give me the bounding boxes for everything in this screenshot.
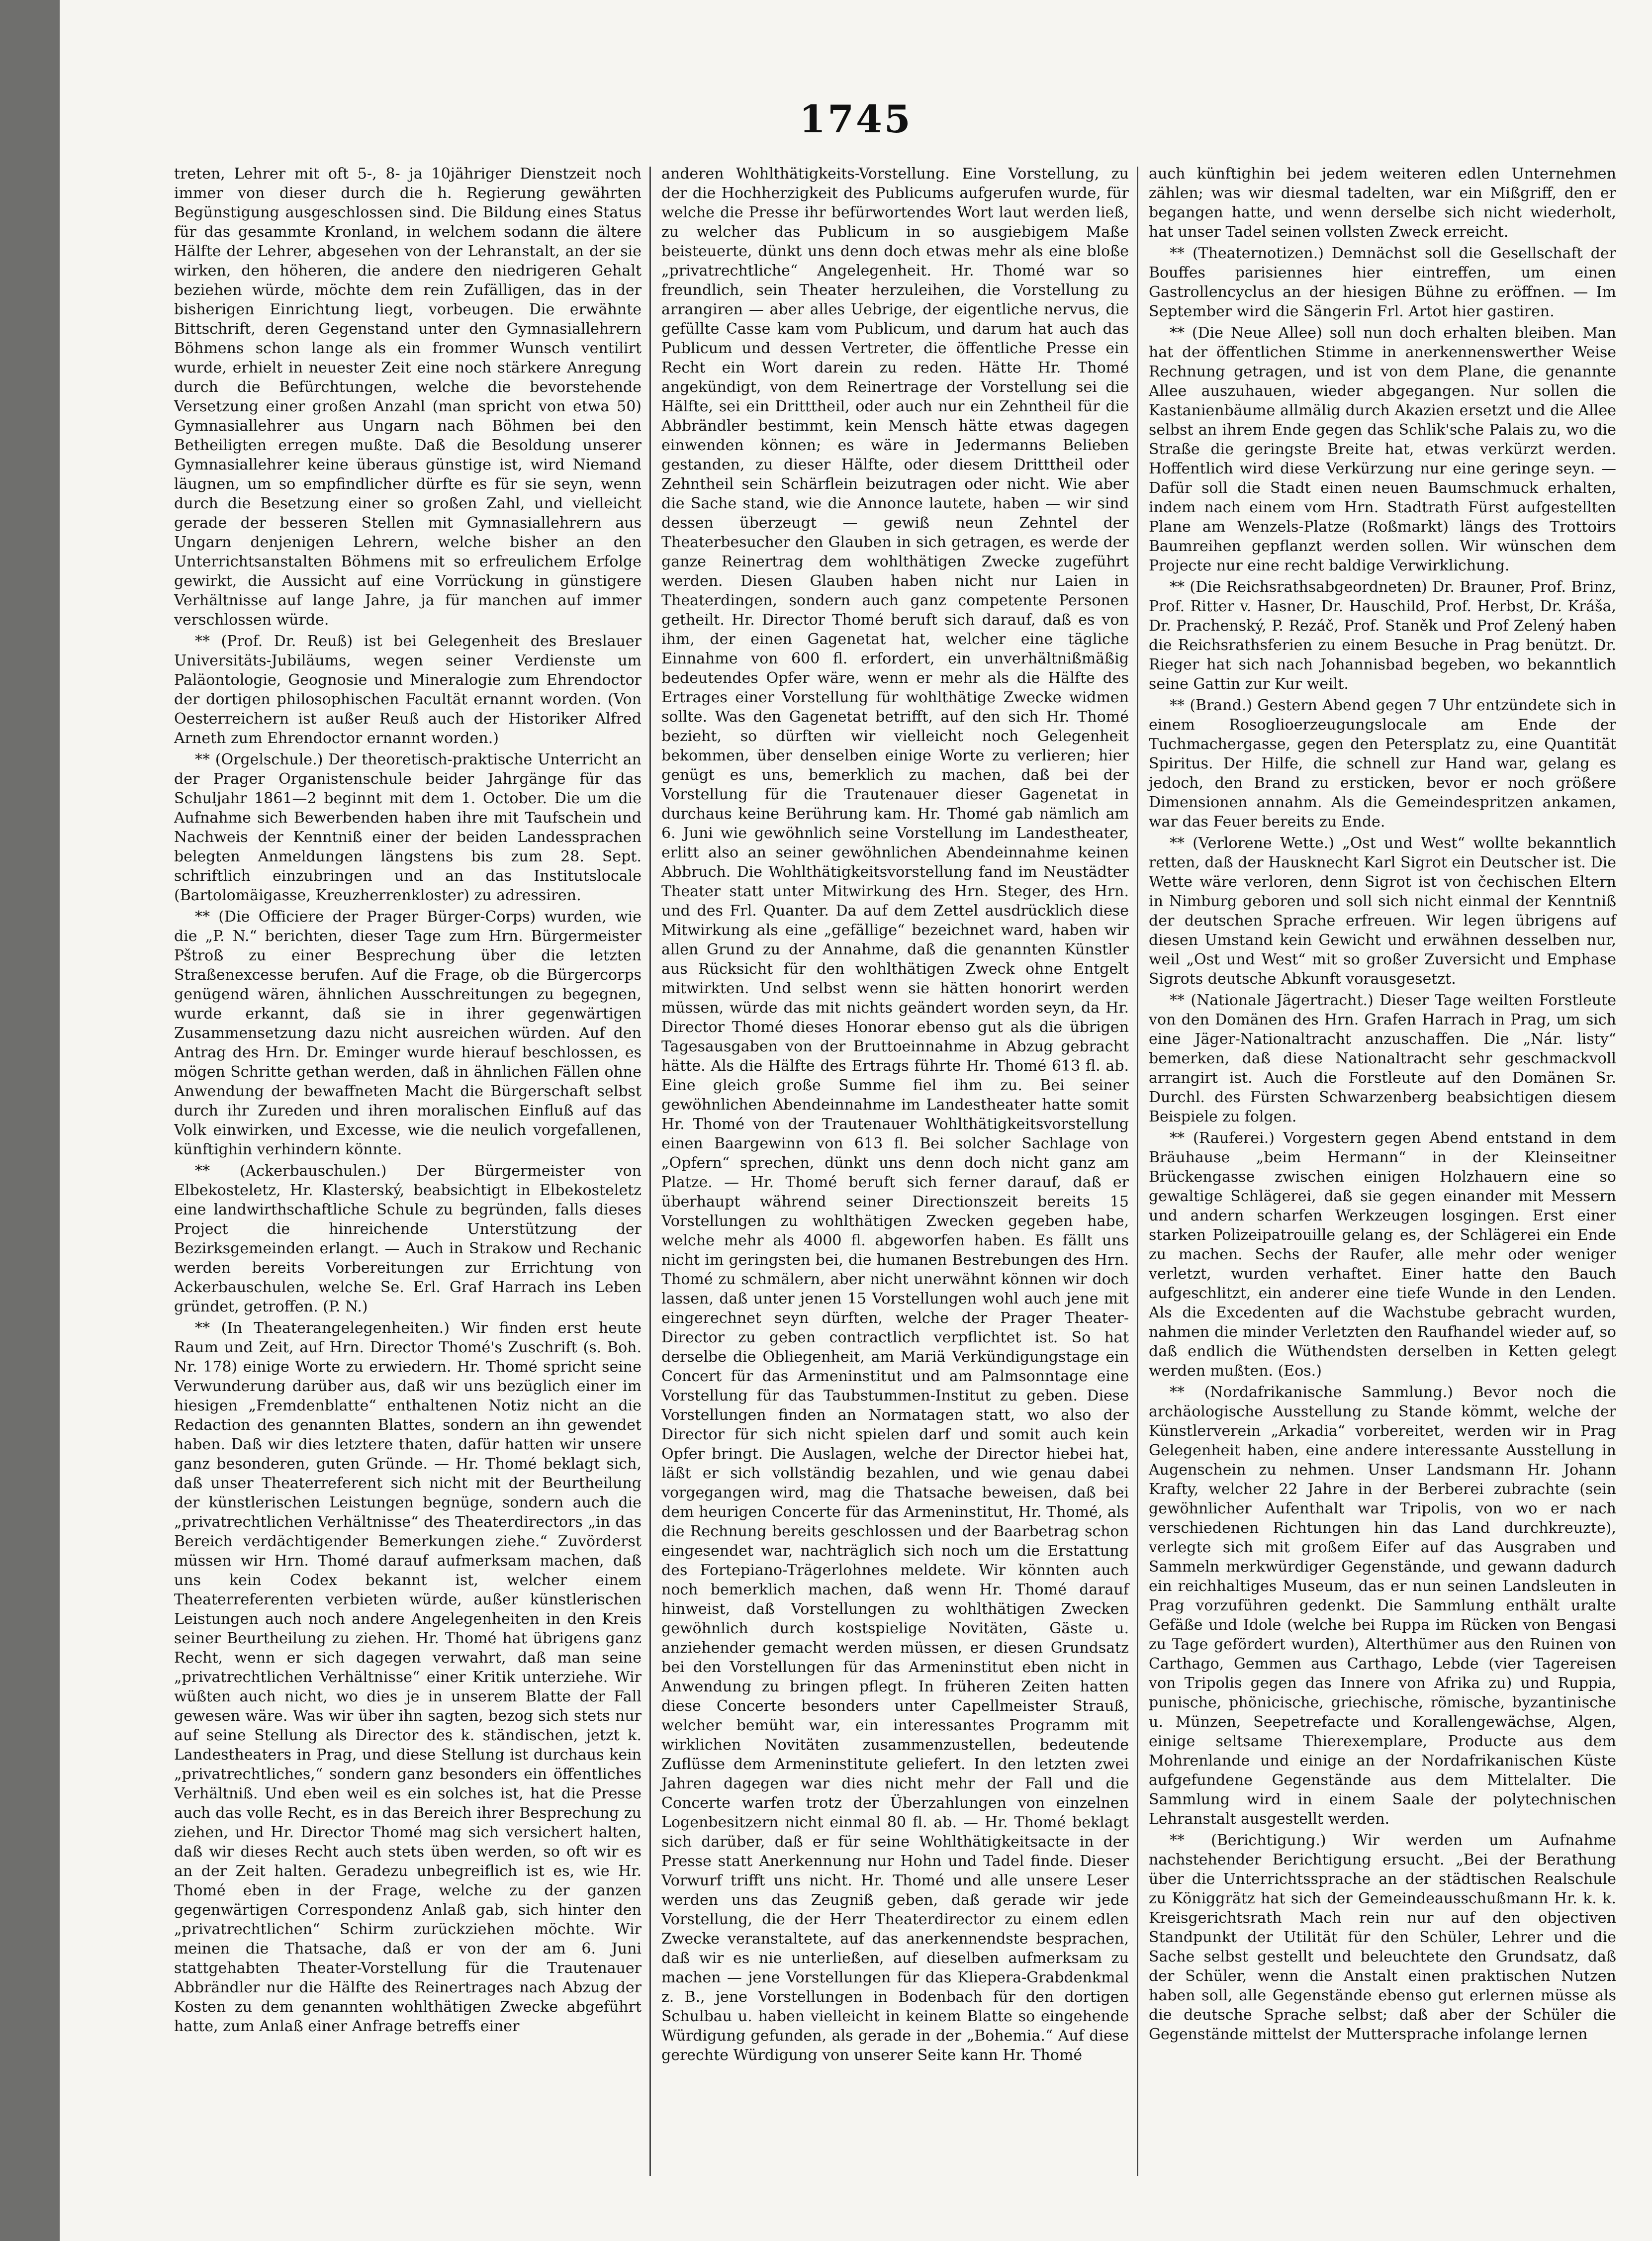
article-jaegertracht: ** (Nationale Jägertracht.) Dieser Tage weilten Forstleute von den Domänen des Hrn. Grafen Harrach in Prag, um sich eine Jäger-Nationaltracht anzuschaffen. Die „Nár. listy“ bemerken, daß diese Nationaltracht sehr geschmackvoll arrangirt ist. Auch die Forstleute auf den Domänen Sr. Durchl. des Fürsten Schwarzenberg beabsichtigen diesem Beispiele zu folgen. [1149,992,1616,1125]
article-theaterangelegenheiten-continued: anderen Wohlthätigkeits-Vorstellung. Eine Vorstellung, zu der die Hochherzigkeit des Publicums aufgerufen wurde, für welche die Presse ihr befürwortendes Wort laut werden ließ, zu welcher das Publicum in so ausgiebigem Maße beisteuerte, dünkt uns denn doch etwas mehr als eine bloße „privatrechtliche“ Angelegenheit. Hr. Thomé war so freundlich, sein Theater herzuleihen, die Vorstellung zu arrangiren — aber alles Uebrige, der eigentliche nervus, die gefüllte Casse kam vom Publicum, und darum hat auch das Publicum und dessen Vertreter, die öffentliche Presse ein Recht ein Wort darein zu reden. Hätte Hr. Thomé angekündigt, von dem Reinertrage der Vorstellung sei die Hälfte, sei ein Dritttheil, oder auch nur ein Zehntheil für die Abbrändler bestimmt, kein Mensch hätte etwas dagegen einwenden können; es wäre in Jedermanns Belieben gestanden, zu dieser Hälfte, oder diesem Dritttheil oder Zehntheil sein Schärflein beizutragen oder nicht. Wie aber die Sache stand, wie die Annonce lautete, haben — wir sind dessen überzeugt — gewiß neun Zehntel der Theaterbesucher den Glauben in sich getragen, es werde der ganze Reinertrag dem wohlthätigen Zwecke zugeführt werden. Diesen Glauben haben nicht nur Laien in Theaterdingen, sondern auch ganz competente Personen getheilt. Hr. Director Thomé beruft sich darauf, daß es von ihm, der einen Gagenetat hat, welcher eine tägliche Einnahme von 600 fl. erfordert, ein unverhältnißmäßig bedeutendes Opfer wäre, wenn er mehr als die Hälfte des Ertrages einer Vorstellung für wohlthätige Zwecke widmen sollte. Was den Gagenetat betrifft, auf den sich Hr. Thomé bezieht, so dürften wir vielleicht noch Gelegenheit bekommen, über denselben einige Worte zu verlieren; hier genügt es uns, bemerklich zu machen, daß bei der Vorstellung für die Trautenauer dieser Gagenetat in durchaus keine Berührung kam. Hr. Thomé gab nämlich am 6. Juni wie gewöhnlich seine Vorstellung im Landestheater, erlitt also an seiner gewöhnlichen Abendeinnahme keinen Abbruch. Die Wohlthätigkeitsvorstellung fand im Neustädter Theater statt unter Mitwirkung des Hrn. Steger, des Hrn. und des Frl. Quanter. Da auf dem Zettel ausdrücklich diese Mitwirkung als eine „gefällige“ bezeichnet ward, haben wir allen Grund zu der Annahme, daß die genannten Künstler aus Rücksicht für den wohlthätigen Zweck ohne Entgelt mitwirkten. Und selbst wenn sie hätten honorirt werden müssen, würde das mit nichts geändert worden seyn, da Hr. Director Thomé dieses Honorar ebenso gut als die übrigen Tagesausgaben von der Bruttoeinnahme in Abzug gebracht hätte. Als die Hälfte des Ertrags führte Hr. Thomé 613 fl. ab. Eine gleich große Summe fiel ihm zu. Bei seiner gewöhnlichen Abendeinnahme im Landestheater hatte somit Hr. Thomé von der Trautenauer Wohlthätigkeitsvorstellung einen Baargewinn von 613 fl. Bei solcher Sachlage von „Opfern“ sprechen, dünkt uns denn doch nicht ganz am Platze. — Hr. Thomé beruft sich ferner darauf, daß er überhaupt während seiner Directionszeit bereits 15 Vorstellungen zu wohlthätigen Zwecken gegeben habe, welche mehr als 4000 fl. abgeworfen haben. Es fällt uns nicht im geringsten bei, die humanen Bestrebungen des Hrn. Thomé zu schmälern, aber nicht unerwähnt können wir doch lassen, daß unter jenen 15 Vorstellungen wohl auch jene mit eingerechnet seyn dürften, welche der Prager Theater-Director zu geben contractlich verpflichtet ist. So hat derselbe die Obliegenheit, am Mariä Verkündigungstage ein Concert für das Armeninstitut und am Palmsonntage eine Vorstellung für das Taubstummen-Institut zu geben. Diese Vorstellungen finden an Normatagen statt, wo also der Director für sich nicht spielen darf und somit auch kein Opfer bringt. Die Auslagen, welche der Director hiebei hat, läßt er sich vollständig bezahlen, und wie genau dabei vorgegangen wird, mag die Thatsache beweisen, daß bei dem heurigen Concerte für das Armeninstitut, Hr. Thomé, als die Rechnung bereits geschlossen und der Baarbetrag schon eingesendet war, nachträglich sich noch um die Erstattung des Fortepiano-Trägerlohnes meldete. Wir könnten auch noch bemerklich machen, daß wenn Hr. Thomé darauf hinweist, daß Vorstellungen zu wohlthätigen Zwecken gewöhnlich durch kostspielige Novitäten, Gäste u. anziehender gemacht werden müssen, er diesen Grundsatz bei den Vorstellungen für das Armeninstitut eben nicht in Anwendung zu bringen pflegt. In früheren Zeiten hatten diese Concerte besonders unter Capellmeister Strauß, welcher bemüht war, ein interessantes Programm mit wirklichen Novitäten zusammenzustellen, bedeutende Zuflüsse dem Armeninstitute geliefert. In den letzten zwei Jahren dagegen war dies nicht mehr der Fall und die Concerte warfen trotz der Überzahlungen von einzelnen Logenbesitzern nicht einmal 80 fl. ab. — Hr. Thomé beklagt sich darüber, daß er für seine Wohlthätigkeitsacte in der Presse statt Anerkennung nur Hohn und Tadel finde. Dieser Vorwurf trifft uns nicht. Hr. Thomé und alle unsere Leser werden uns das Zeugniß geben, daß gerade wir jede Vorstellung, die der Herr Theaterdirector zu einem edlen Zwecke veranstaltete, auf das anerkennendste besprachen, daß wir es nie unterließen, auf dieselben aufmerksam zu machen — jene Vorstellungen für das Kliepera-Grabdenkmal z. B., jene Vorstellungen in Bodenbach für den dortigen Schulbau u. haben vielleicht in keinem Blatte so eingehende Würdigung gefunden, als gerade in der „Bohemia.“ Auf diese gerechte Würdigung von unserer Seite kann Hr. Thomé [661,165,1129,2064]
article-theaterangelegenheiten: ** (In Theaterangelegenheiten.) Wir finden erst heute Raum und Zeit, auf Hrn. Director Thomé's Zuschrift (s. Boh. Nr. 178) einige Worte zu erwiedern. Hr. Thomé spricht seine Verwunderung darüber aus, daß wir uns bezüglich einer im hiesigen „Fremdenblatte“ enthaltenen Notiz nicht an die Redaction des genannten Blattes, sondern an ihn gewendet haben. Daß wir dies letztere thaten, dafür hatten wir unsere ganz besonderen, guten Gründe. — Hr. Thomé beklagt sich, daß unser Theaterreferent sich nicht mit der Beurtheilung der künstlerischen Leistungen begnüge, sondern auch die „privatrechtlichen Verhältnisse“ des Theaterdirectors „in das Bereich verdächtigender Bemerkungen ziehe.“ Zuvörderst müssen wir Hrn. Thomé darauf aufmerksam machen, daß uns kein Codex bekannt ist, welcher einem Theaterreferenten verbieten würde, außer künstlerischen Leistungen auch noch andere Angelegenheiten in den Kreis seiner Beurtheilung zu ziehen. Hr. Thomé hat übrigens ganz Recht, wenn er sich dagegen verwahrt, daß man seine „privatrechtlichen Verhältnisse“ einer Kritik unterziehe. Wir wüßten auch nicht, wo dies je in unserem Blatte der Fall gewesen wäre. Was wir über ihn sagten, bezog sich stets nur auf seine Stellung als Director des k. ständischen, jetzt k. Landestheaters in Prag, und diese Stellung ist durchaus kein „privatrechtliches,“ sondern ganz besonders ein öffentliches Verhältniß. Und eben weil es ein solches ist, hat die Presse auch das volle Recht, es in das Bereich ihrer Besprechung zu ziehen, und Hr. Director Thomé mag sich versichert halten, daß wir dieses Recht auch stets üben werden, so oft wir es an der Zeit halten. Geradezu unbegreiflich ist es, wie Hr. Thomé eben in der Frage, welche zu der ganzen gegenwärtigen Correspondenz Anlaß gab, sich hinter den „privatrechtlichen“ Schirm zurückziehen möchte. Wir meinen die Thatsache, daß er von der am 6. Juni stattgehabten Theater-Vorstellung für die Trautenauer Abbrändler nur die Hälfte des Reinertrages nach Abzug der Kosten zu dem genannten wohlthätigen Zwecke abgeführt hatte, zum Anlaß einer Anfrage betreffs einer [174,1319,642,2035]
page-number: 1745 [799,97,913,141]
article-theater-end: auch künftighin bei jedem weiteren edlen Unternehmen zählen; was wir diesmal tadelten, war ein Mißgriff, den er begangen hatte, und wenn derselbe sich nicht wiederholt, hat unser Tadel seinen vollsten Zweck erreicht. [1149,165,1616,241]
article-orgelschule: ** (Orgelschule.) Der theoretisch-praktische Unterricht an der Prager Organistenschule beider Jahrgänge für das Schuljahr 1861—2 beginnt mit dem 1. October. Die um die Aufnahme sich Bewerbenden haben ihre mit Taufschein und Nachweis der Kenntniß einer der beiden Landessprachen belegten Anmeldungen längstens bis zum 28. Sept. schriftlich einzubringen und an das Institutslocale (Bartolomäigasse, Kreuzherrenkloster) zu adressiren. [174,751,642,904]
article-theaternotizen: ** (Theaternotizen.) Demnächst soll die Gesellschaft der Bouffes parisiennes hier eintreffen, um einen Gastrollencyclus an der hiesigen Bühne zu eröffnen. — Im September wird die Sängerin Frl. Artot hier gastiren. [1149,245,1616,320]
column-left [174,164,642,2067]
article-ackerbauschulen: ** (Ackerbauschulen.) Der Bürgermeister von Elbekosteletz, Hr. Klasterský, beabsichtigt in Elbekosteletz eine landwirthschaftliche Schule zu begründen, falls dieses Project die hinreichende Unterstützung der Bezirksgemeinden erlangt. — Auch in Strakow und Rechanic werden bereits Vorbereitungen zur Errichtung von Ackerbauschulen, welche Se. Erl. Graf Harrach ins Leben gründet, getroffen. (P. N.) [174,1162,642,1315]
column-right [1149,164,1616,2067]
article-continuation: treten, Lehrer mit oft 5-, 8- ja 10jähriger Dienstzeit noch immer von dieser durch die h. Regierung gewährten Begünstigung ausgeschlossen sind. Die Bildung eines Status für das gesammte Kronland, in welchem sodann die ältere Hälfte der Lehrer, abgesehen von der Lehranstalt, an der sie wirken, den höheren, die andere den niedrigeren Gehalt beziehen würde, möchte dem rein Zufälligen, das in der bisherigen Einrichtung liegt, vorbeugen. Die erwähnte Bittschrift, deren Gegenstand unter den Gymnasiallehrern Böhmens schon lange als ein frommer Wunsch ventilirt wurde, erhielt in neuester Zeit eine noch stärkere Anregung durch die Befürchtungen, welche die bevorstehende Versetzung einer großen Anzahl (man spricht von etwa 50) Gymnasiallehrer aus Ungarn nach Böhmen bei den Betheiligten erregen mußte. Daß die Besoldung unserer Gymnasiallehrer keine überaus günstige ist, wird Niemand läugnen, um so empfindlicher dürfte es für sie seyn, wenn durch die Besetzung einer so großen Zahl, und vielleicht gerade der besseren Stellen mit Gymnasiallehrern aus Ungarn denjenigen Lehrern, welche bisher an den Unterrichtsanstalten Böhmens mit so erfreulichem Erfolge gewirkt, die Aussicht auf eine Vorrückung in günstigere Verhältnisse auf lange Jahre, ja für manchen auf immer verschlossen würde. [174,165,642,629]
text-columns [174,164,1616,2067]
article-nordafrikanische-sammlung: ** (Nordafrikanische Sammlung.) Bevor noch die archäologische Ausstellung zu Stande kömmt, welche der Künstlerverein „Arkadia“ vorbereitet, werden wir in Prag Gelegenheit haben, eine andere interessante Ausstellung in Augenschein zu nehmen. Unser Landsmann Hr. Johann Krafty, welcher 22 Jahre in der Berberei zubrachte (sein gewöhnlicher Aufenthalt war Tripolis, von wo er nach verschiedenen Richtungen hin das Land durchkreuzte), verlegte sich mit großem Eifer auf das Ausgraben und Sammeln merkwürdiger Gegenstände, und gewann dadurch ein reichhaltiges Museum, das er nun seinen Landsleuten in Prag vorzuführen gedenkt. Die Sammlung enthält uralte Gefäße und Idole (welche bei Ruppa im Rücken von Bengasi zu Tage gefördert wurden), Alterthümer aus den Ruinen von Carthago, Gemmen aus Carthago, Lebde (vier Tagereisen von Tripolis gegen das Innere von Afrika zu) und Ruppia, punische, phönicische, griechische, römische, byzantinische u. Münzen, Seepetrefacte und Korallengewächse, Algen, einige seltsame Thierexemplare, Producte aus dem Mohrenlande und einige an der Nordafrikanischen Küste aufgefundene Gegenstände aus dem Mittelalter. Die Sammlung wird in einem Saale der polytechnischen Lehranstalt ausgestellt werden. [1149,1384,1616,1828]
column-middle [661,164,1129,2067]
article-berichtigung: ** (Berichtigung.) Wir werden um Aufnahme nachstehender Berichtigung ersucht. „Bei der Berathung über die Unterrichtssprache an der städtischen Realschule zu Königgrätz hat sich der Gemeindeausschußmann Hr. k. k. Kreisgerichtsrath Mach rein nur auf den objectiven Standpunkt der Utilität für den Schüler, Lehrer und die Sache selbst gestellt und beleuchtete den Grundsatz, daß der Schüler, wenn die Anstalt einen praktischen Nutzen haben soll, alle Gegenstände ebenso gut erlernen müsse als die deutsche Sprache selbst; daß aber der Schüler die Gegenstände mittelst der Muttersprache infolange lernen [1149,1832,1616,2043]
article-buerger-corps: ** (Die Officiere der Prager Bürger-Corps) wurden, wie die „P. N.“ berichten, dieser Tage zum Hrn. Bürgermeister Pštroß zu einer Besprechung über die letzten Straßenexcesse berufen. Auf die Frage, ob die Bürgercorps genügend wären, ähnlichen Ausschreitungen zu begegnen, wurde erkannt, daß sie in ihrer gegenwärtigen Zusammensetzung dazu nicht ausreichen würden. Auf den Antrag des Hrn. Dr. Eminger wurde hierauf beschlossen, es mögen Schritte gethan werden, daß in ähnlichen Fällen ohne Anwendung der bewaffneten Macht die Bürgerschaft selbst durch ihr Zureden und ihren moralischen Einfluß auf das Volk einwirken, und Excesse, wie die neulich vorgefallenen, künftighin verhindern könnte. [174,908,642,1158]
article-prof-reuss: ** (Prof. Dr. Reuß) ist bei Gelegenheit des Breslauer Universitäts-Jubiläums, wegen seiner Verdienste um Paläontologie, Geognosie und Mineralogie zum Ehrendoctor der dortigen philosophischen Facultät ernannt worden. (Von Oesterreichern ist außer Reuß auch der Historiker Alfred Arneth zum Ehrendoctor ernannt worden.) [174,633,642,747]
article-verlorene-wette: ** (Verlorene Wette.) „Ost und West“ wollte bekanntlich retten, daß der Hausknecht Karl Sigrot ein Deutscher ist. Die Wette wäre verloren, denn Sigrot ist von čechischen Eltern in Nimburg geboren und soll sich nicht einmal der Kenntniß der deutschen Sprache erfreuen. Wir legen übrigens auf diesen Umstand kein Gewicht und erwähnen desselben nur, weil „Ost und West“ mit so großer Zuversicht und Emphase Sigrots deutsche Abkunft vorausgesetzt. [1149,835,1616,988]
article-rauferei: ** (Rauferei.) Vorgestern gegen Abend entstand in dem Bräuhause „beim Hermann“ in der Kleinseitner Brückengasse zwischen einigen Holzhauern eine so gewaltige Schlägerei, daß sie gegen einander mit Messern und andern scharfen Werkzeugen losgingen. Erst einer starken Polizeipatrouille gelang es, der Schlägerei ein Ende zu machen. Sechs der Raufer, alle mehr oder weniger verletzt, wurden verhaftet. Einer hatte den Bauch aufgeschlitzt, ein anderer eine tiefe Wunde in den Lenden. Als die Excedenten auf die Wachstube gebracht wurden, nahmen die minder Verletzten den Raufhandel wieder auf, so daß endlich die Wüthendsten derselben in Ketten gelegt werden mußten. (Eos.) [1149,1129,1616,1380]
article-neue-allee: ** (Die Neue Allee) soll nun doch erhalten bleiben. Man hat der öffentlichen Stimme in anerkennenswerther Weise Rechnung getragen, und ist von dem Plane, die genannte Allee auszuhauen, wieder abgegangen. Nur sollen die Kastanienbäume allmälig durch Akazien ersetzt und die Allee selbst an ihrem Ende gegen das Schlik'sche Palais zu, wo die Straße die geringste Breite hat, etwas verkürzt werden. Hoffentlich wird diese Verkürzung nur eine geringe seyn. — Dafür soll die Stadt einen neuen Baumschmuck erhalten, indem nach einem vom Hrn. Stadtrath Fürst aufgestellten Plane am Wenzels-Platze (Roßmarkt) längs des Trottoirs Baumreihen gepflanzt werden sollen. Wir wünschen dem Projecte nur eine recht baldige Verwirklichung. [1149,324,1616,574]
article-reichsrathsabgeordneten: ** (Die Reichsrathsabgeordneten) Dr. Brauner, Prof. Brinz, Prof. Ritter v. Hasner, Dr. Hauschild, Prof. Herbst, Dr. Kráša, Dr. Prachenský, P. Rezáč, Prof. Staněk und Prof Zelený haben die Reichsrathsferien zu einem Besuche in Prag benützt. Dr. Rieger hat sich nach Johannisbad begeben, wo bekanntlich seine Gattin zur Kur weilt. [1149,578,1616,693]
article-brand: ** (Brand.) Gestern Abend gegen 7 Uhr entzündete sich in einem Rosoglioerzeugungslocale am Ende der Tuchmachergasse, gegen den Petersplatz zu, eine Quantität Spiritus. Der Hilfe, die schnell zur Hand war, gelang es jedoch, den Brand zu ersticken, bevor er noch größere Dimensionen annahm. Als die Gemeindespritzen ankamen, war das Feuer bereits zu Ende. [1149,697,1616,831]
